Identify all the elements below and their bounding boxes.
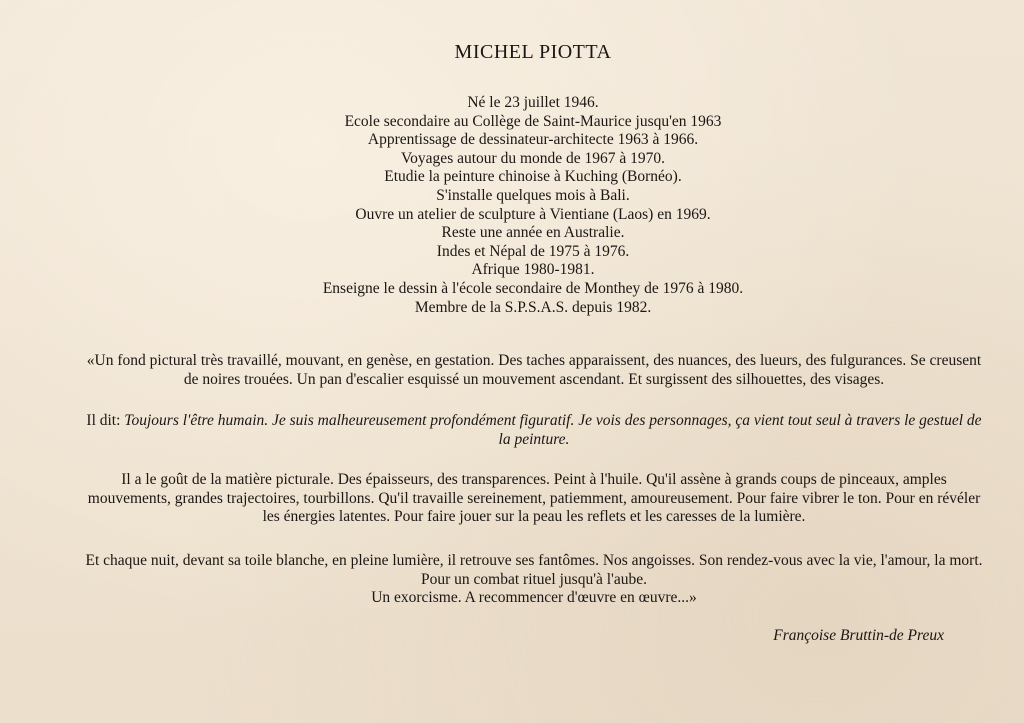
paragraph-4-text: Et chaque nuit, devant sa toile blanche, en pleine lumière, il retrouve ses fantômes. Nos angoisses. Son rendez-vous avec la vie, l'amour, la mort. Pour un combat rituel jusqu'à l'aube. [85, 552, 983, 588]
biography-line: Ecole secondaire au Collège de Saint-Maurice jusqu'en 1963 [344, 112, 722, 130]
biography-line: Indes et Népal de 1975 à 1976. [436, 242, 630, 260]
quote-intro: Il dit: [86, 412, 125, 429]
critique-paragraph-3: Il a le goût de la matière picturale. Des épaisseurs, des transparences. Peint à l'huile. Qu'il assène à grands coups de pinceaux, amples mouvements, grandes trajectoires, tourbillons. Qu'il travaille sereinement, patiemment, amoureusement. Pour faire vibrer le ton. Pour en révéler les énergies latentes. Pour faire jouer sur la peau les reflets et les caresses de la lumière. [87, 471, 981, 526]
biography-line: Afrique 1980-1981. [471, 261, 595, 279]
page-title: MICHEL PIOTTA [454, 41, 612, 63]
author-signature: Françoise Bruttin-de Preux [773, 627, 944, 644]
biography-line: Etudie la peinture chinoise à Kuching (Bornéo). [384, 168, 682, 186]
critique-paragraph-4 [80, 552, 988, 608]
paragraph-4-closing: Un exorcisme. A recommencer d'œuvre en œuvre...» [371, 589, 697, 607]
biography-line: Ouvre un atelier de sculpture à Vientiane (Laos) en 1969. [355, 205, 711, 223]
biography-line: Né le 23 juillet 1946. [467, 94, 599, 111]
biography-line: S'installe quelques mois à Bali. [436, 186, 630, 204]
biography-block [0, 94, 1024, 317]
artist-quote: Toujours l'être humain. Je suis malheureusement profondément figuratif. Je vois des personnages, ça vient tout seul à travers le gestuel de la peinture. [124, 412, 982, 448]
critique-paragraph-1: «Un fond pictural très travaillé, mouvant, en genèse, en gestation. Des taches apparaissent, des nuances, des lueurs, des fulgurances. Se creusent de noires trouées. Un pan d'escalier esquissé un mouvement ascendant. Et surgissent des silhouettes, des visages. [86, 352, 982, 388]
biography-line: Reste une année en Australie. [441, 224, 625, 242]
biography-line: Voyages autour du monde de 1967 à 1970. [400, 149, 666, 167]
biography-line: Apprentissage de dessinateur-architecte 1963 à 1966. [367, 131, 699, 149]
biography-line: Enseigne le dessin à l'école secondaire de Monthey de 1976 à 1980. [322, 279, 744, 297]
critique-paragraph-2 [80, 412, 988, 449]
biography-line: Membre de la S.P.S.A.S. depuis 1982. [414, 298, 652, 316]
